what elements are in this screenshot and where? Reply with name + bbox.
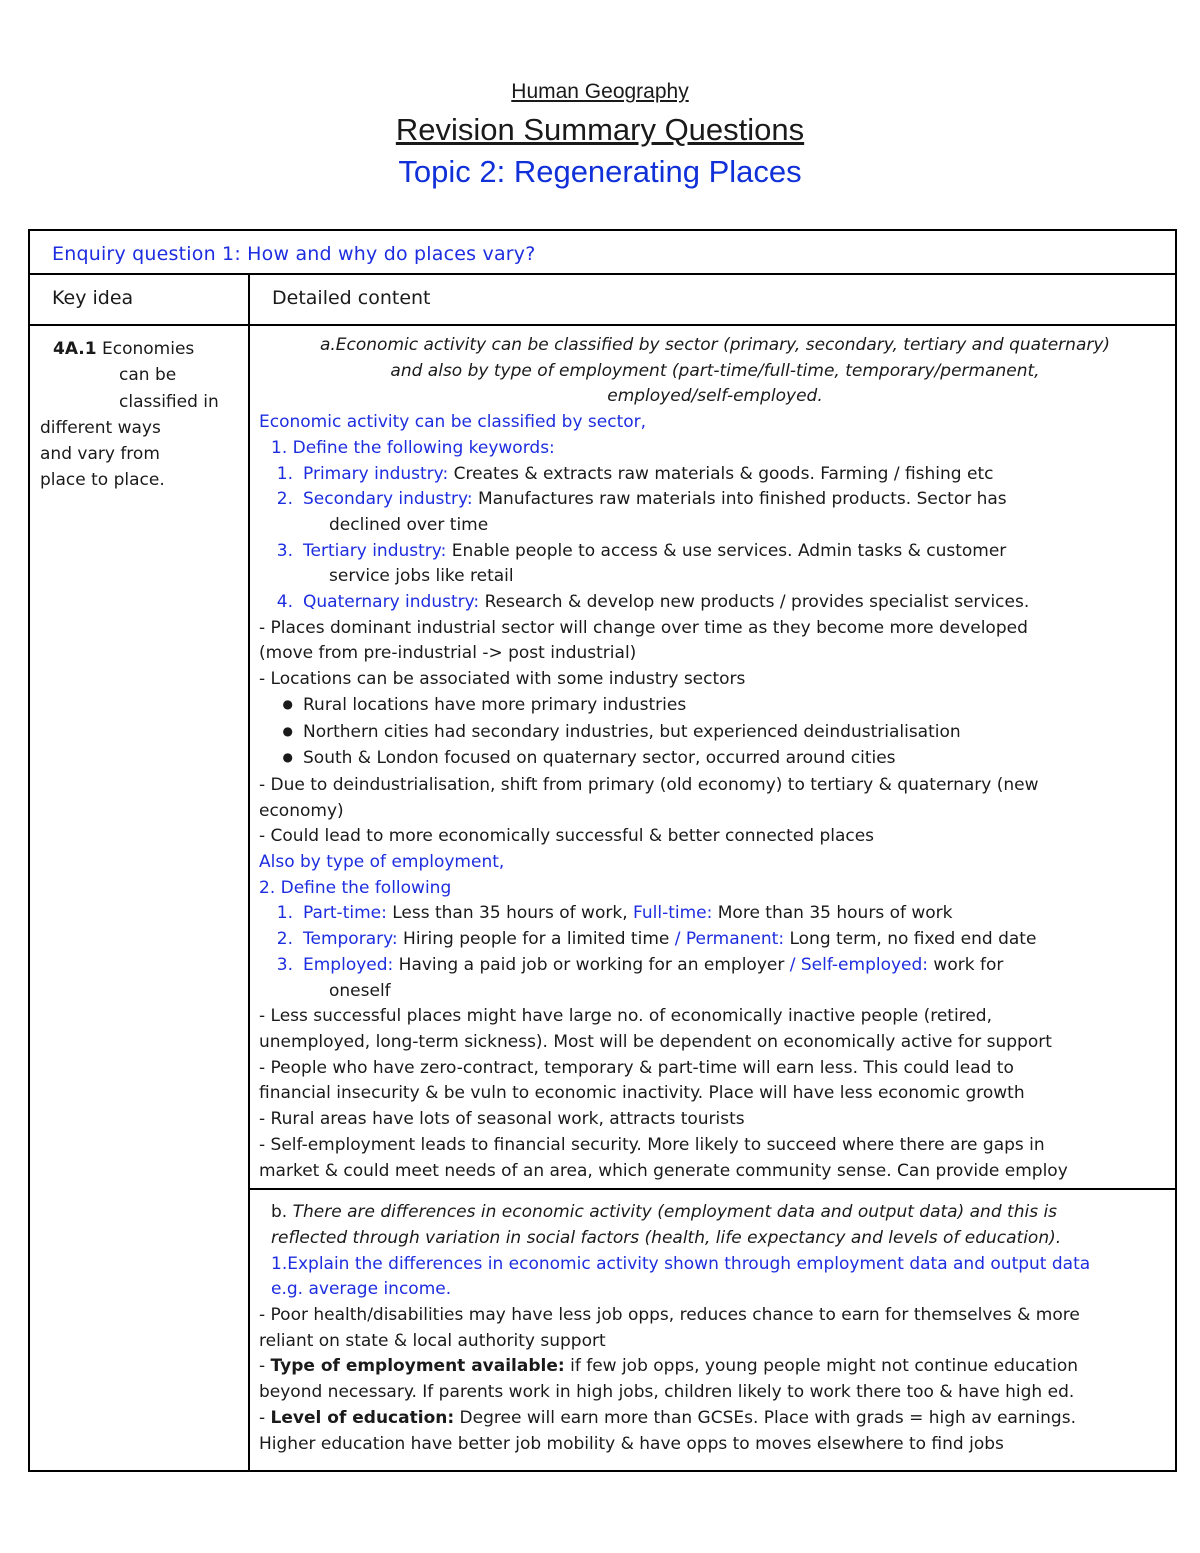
note-line: - Due to deindustrialisation, shift from primary (old economy) to tertiary & quaternary (new	[259, 774, 1039, 795]
keyword-item: 1. Primary industry: Creates & extracts raw materials & goods. Farming / fishing etc	[276, 463, 994, 484]
employment-item: 2. Temporary: Hiring people for a limited time / Permanent: Long term, no fixed end date	[276, 929, 1037, 950]
revision-table	[28, 229, 1177, 1472]
key-line: Economies	[96, 339, 195, 359]
key-line: place to place.	[40, 470, 165, 491]
keyword-item-cont: service jobs like retail	[329, 566, 514, 587]
note-line: beyond necessary. If parents work in high jobs, children likely to work there too & have high ed.	[259, 1382, 1075, 1403]
subject-heading: Human Geography	[511, 80, 689, 103]
bullet-item: ● Northern cities had secondary industries, but experienced deindustrialisation	[259, 720, 1171, 747]
key-line: and vary from	[40, 444, 160, 465]
bullet-item: ● Rural locations have more primary industries	[259, 693, 1171, 720]
key-idea-header: Key idea	[29, 274, 249, 325]
define-following: 2. Define the following	[259, 877, 452, 898]
keyword-item-cont: declined over time	[329, 514, 489, 535]
note-line: - Type of employment available: if few job opps, young people might not continue education	[259, 1356, 1078, 1377]
section-b-question: 1.Explain the differences in economic activity shown through employment data and output data	[271, 1253, 1091, 1274]
employment-item-cont: oneself	[329, 980, 391, 1001]
bullet-icon: ●	[282, 723, 293, 738]
note-line: - People who have zero-contract, temporary & part-time will earn less. This could lead to	[259, 1057, 1014, 1078]
intro-line: and also by type of employment (part-time/full-time, temporary/permanent,	[390, 360, 1040, 381]
bullet-icon: ●	[282, 696, 293, 711]
intro-line: employed/self-employed.	[607, 386, 823, 407]
key-line: can be	[119, 365, 177, 386]
keyword-item: 2. Secondary industry: Manufactures raw materials into finished products. Sector has	[276, 489, 1007, 510]
detailed-content-header: Detailed content	[249, 274, 1176, 325]
bullet-icon: ●	[282, 750, 293, 765]
section-b-question: e.g. average income.	[271, 1279, 452, 1300]
note-line: - Locations can be associated with some industry sectors	[259, 669, 746, 690]
note-line: - Places dominant industrial sector will change over time as they become more developed	[259, 617, 1028, 638]
keyword-item: 3. Tertiary industry: Enable people to access & use services. Admin tasks & customer	[276, 540, 1007, 561]
section-b-intro: reflected through variation in social factors (health, life expectancy and levels of education).	[271, 1227, 1062, 1248]
sector-heading: Economic activity can be classified by sector,	[259, 412, 647, 433]
page-title: Revision Summary Questions	[395, 112, 805, 147]
detail-section-b	[249, 1189, 1176, 1471]
section-b-intro: b. There are differences in economic activity (employment data and output data) and this is	[271, 1202, 1058, 1223]
detail-section-a	[249, 325, 1176, 1189]
bullet-item: ● South & London focused on quaternary sector, occurred around cities	[259, 746, 1171, 773]
employment-heading: Also by type of employment,	[259, 852, 505, 873]
keyword-item: 4. Quaternary industry: Research & develop new products / provides specialist services.	[276, 592, 1030, 613]
note-line: Higher education have better job mobility & have opps to moves elsewhere to find jobs	[259, 1433, 1004, 1454]
note-line: - Less successful places might have large no. of economically inactive people (retired,	[259, 1006, 992, 1027]
note-line: - Rural areas have lots of seasonal work, attracts tourists	[259, 1109, 745, 1130]
note-line: (move from pre-industrial -> post industrial)	[259, 643, 637, 664]
note-line: - Could lead to more economically successful & better connected places	[259, 826, 875, 847]
note-line: reliant on state & local authority support	[259, 1330, 606, 1351]
key-line: different ways	[40, 417, 161, 438]
note-line: market & could meet needs of an area, which generate community sense. Can provide employ	[259, 1160, 1068, 1181]
note-line: - Self-employment leads to financial security. More likely to succeed where there are gaps in	[259, 1134, 1045, 1155]
note-line: - Level of education: Degree will earn more than GCSEs. Place with grads = high av earnings.	[259, 1407, 1076, 1428]
employment-item: 1. Part-time: Less than 35 hours of work, Full-time: More than 35 hours of work	[276, 903, 953, 924]
key-idea-cell	[29, 325, 249, 1471]
employment-item: 3. Employed: Having a paid job or working for an employer / Self-employed: work for	[276, 954, 1004, 975]
key-line: classified in	[119, 391, 219, 412]
intro-line: a.Economic activity can be classified by sector (primary, secondary, tertiary and quaternary)	[319, 335, 1111, 355]
note-line: financial insecurity & be vuln to economic inactivity. Place will have less economic growth	[259, 1083, 1025, 1104]
key-code: 4A.1	[53, 339, 97, 359]
note-line: economy)	[259, 800, 344, 821]
note-line: - Poor health/disabilities may have less job opps, reduces chance to earn for themselves & more	[259, 1305, 1080, 1326]
enquiry-question: Enquiry question 1: How and why do places vary?	[29, 230, 1176, 274]
topic-title: Topic 2: Regenerating Places	[398, 154, 802, 189]
define-keywords: 1. Define the following keywords:	[271, 437, 555, 458]
note-line: unemployed, long-term sickness). Most will be dependent on economically active for support	[259, 1031, 1052, 1052]
